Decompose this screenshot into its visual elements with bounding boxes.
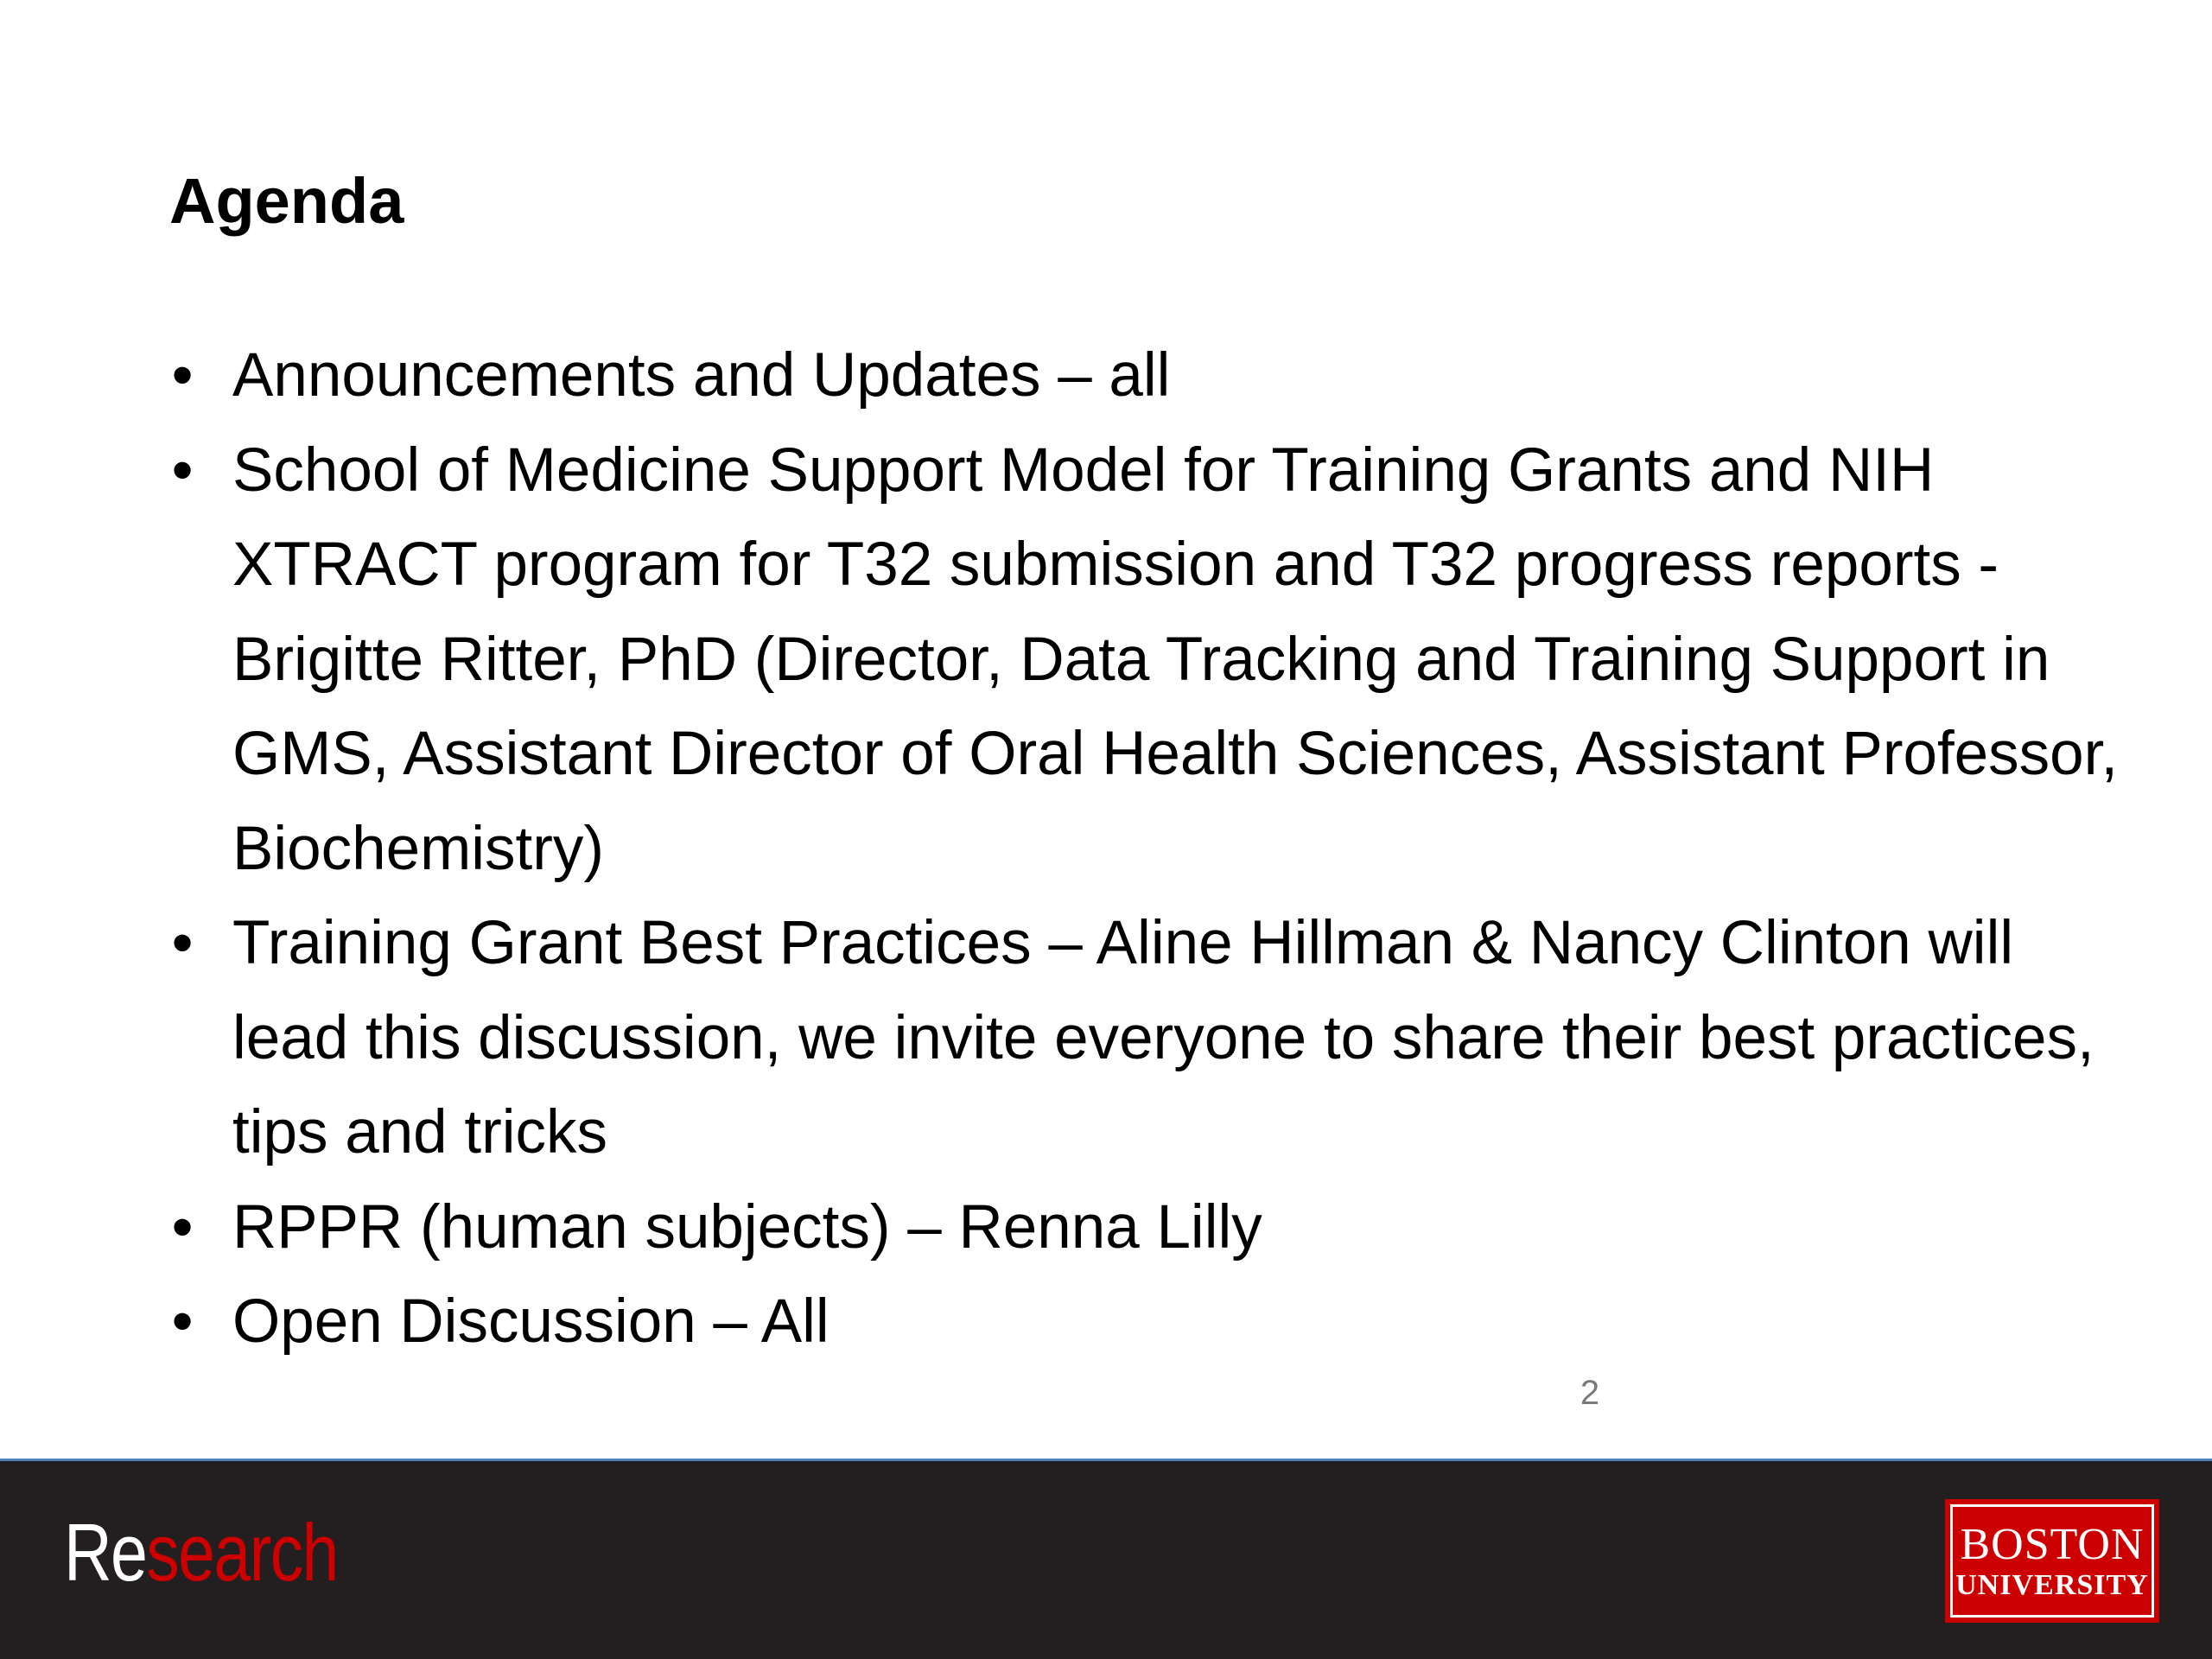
slide-title: Agenda [169, 165, 404, 237]
agenda-item-text: RPPR (human subjects) – Renna Lilly [232, 1192, 1262, 1262]
research-logo-part1: Re [64, 1507, 147, 1598]
agenda-item-text: School of Medicine Support Model for Training Grants and NIH XTRACT program for T32 submission and T32 progress reports - Brigitte Ritter, PhD (Director, Data Tracking and Training Support in GMS, Assistant Director of Oral Health Sciences, Assistant Professor, Biochemistry) [232, 435, 2119, 883]
agenda-item-text: Announcements and Updates – all [232, 341, 1171, 410]
research-logo [64, 1505, 338, 1600]
agenda-item-text: Training Grant Best Practices – Aline Hillman & Nancy Clinton will lead this discussion, we invite everyone to share their best practices, tips and tricks [232, 909, 2094, 1166]
agenda-item [169, 1274, 2139, 1370]
bu-logo-line1: BOSTON [1960, 1519, 2145, 1569]
agenda-item-text: Open Discussion – All [232, 1287, 830, 1356]
boston-university-logo [1945, 1499, 2159, 1623]
bullet-icon: • [171, 341, 194, 410]
research-logo-part2: search [146, 1507, 338, 1598]
page-number: 2 [1580, 1374, 1600, 1412]
agenda-item [169, 1180, 2139, 1275]
bu-logo-line2: UNIVERSITY [1955, 1568, 2149, 1601]
bullet-icon: • [171, 1287, 194, 1356]
agenda-list [169, 328, 2139, 1370]
boston-university-logo-frame [1950, 1504, 2154, 1618]
agenda-item [169, 423, 2139, 897]
bullet-icon: • [171, 1192, 194, 1262]
bullet-icon: • [171, 435, 194, 505]
agenda-item [169, 328, 2139, 423]
agenda-item [169, 896, 2139, 1180]
bullet-icon: • [171, 909, 194, 977]
